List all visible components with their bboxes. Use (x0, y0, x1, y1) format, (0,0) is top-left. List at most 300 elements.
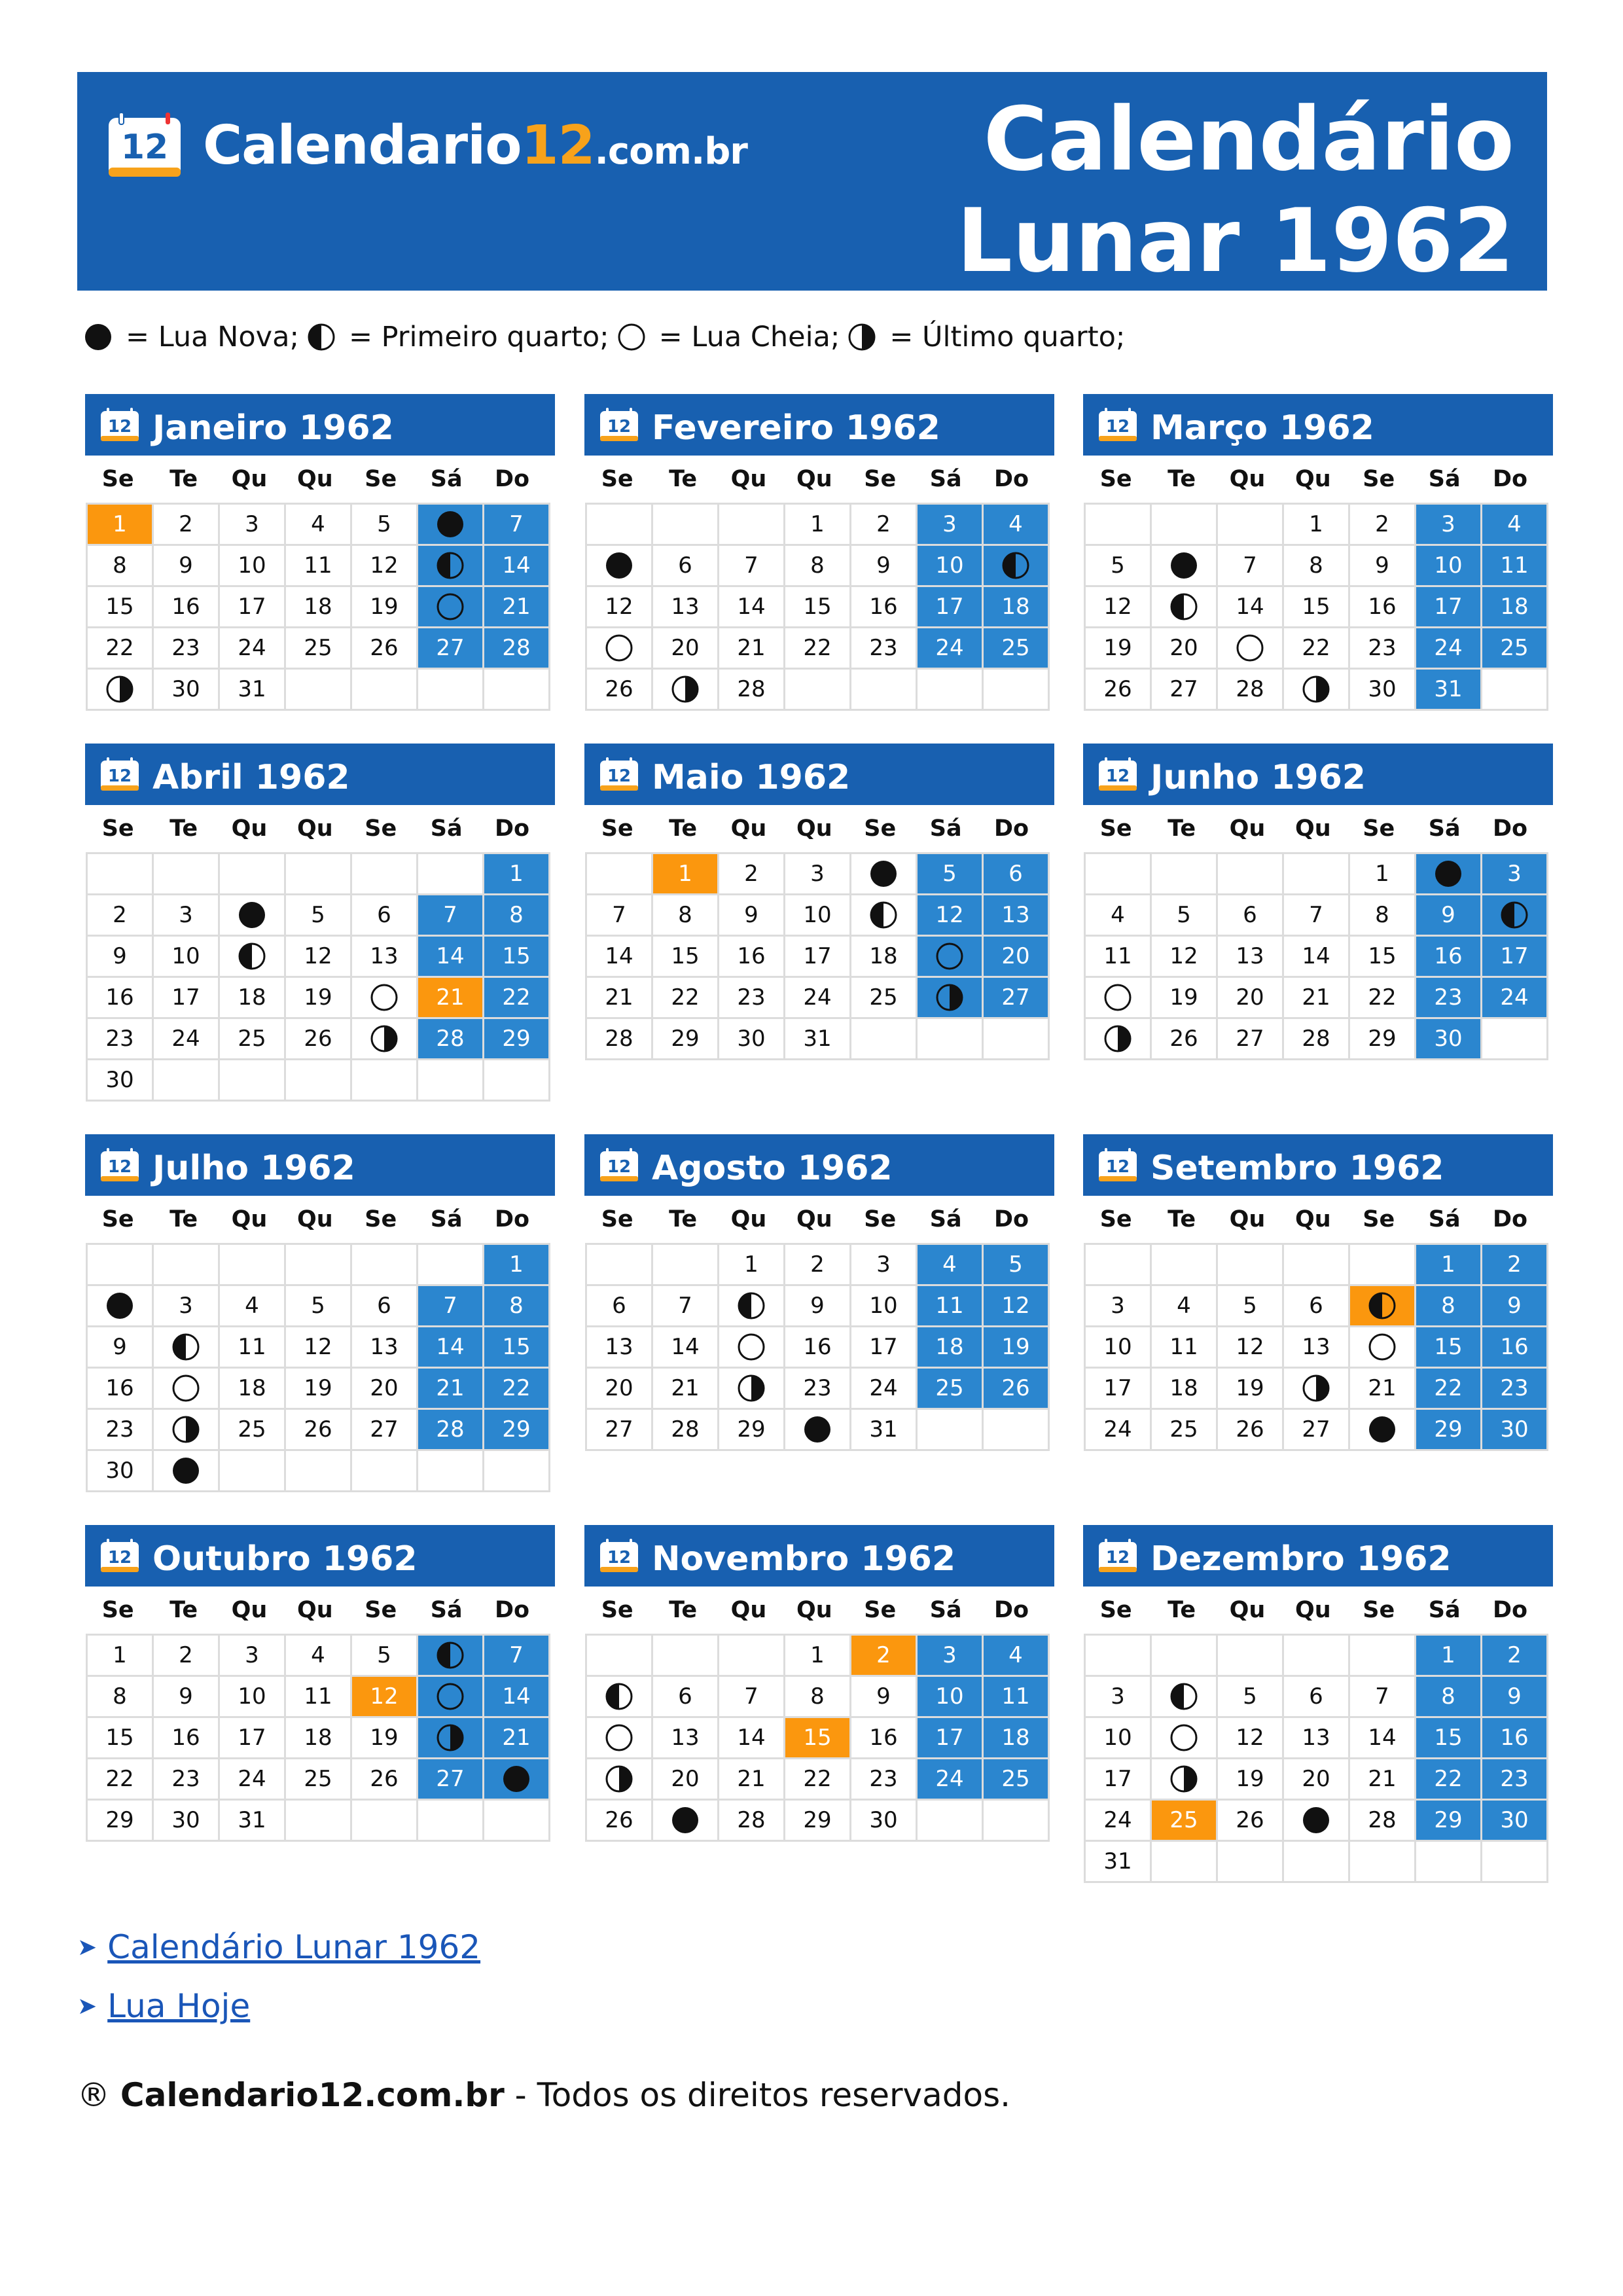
day-cell[interactable]: 12 (285, 1327, 351, 1368)
day-cell[interactable]: 1 (1416, 1635, 1482, 1676)
full-moon-icon[interactable] (586, 628, 652, 669)
day-cell[interactable]: 31 (219, 1800, 285, 1841)
day-cell[interactable]: 24 (917, 628, 983, 669)
day-cell[interactable]: 22 (87, 628, 153, 669)
day-cell[interactable]: 22 (1349, 977, 1416, 1018)
day-cell[interactable]: 5 (1217, 1285, 1283, 1327)
day-cell[interactable]: 14 (484, 1676, 550, 1717)
day-cell[interactable]: 3 (1416, 504, 1482, 545)
day-cell[interactable]: 9 (1482, 1676, 1548, 1717)
day-cell[interactable]: 3 (219, 1635, 285, 1676)
day-cell[interactable]: 8 (785, 1676, 851, 1717)
day-cell[interactable]: 19 (1217, 1759, 1283, 1800)
day-cell[interactable]: 9 (1482, 1285, 1548, 1327)
day-cell[interactable]: 28 (719, 1800, 785, 1841)
day-cell[interactable]: 29 (87, 1800, 153, 1841)
day-cell[interactable]: 16 (1482, 1717, 1548, 1759)
day-cell[interactable]: 1 (484, 1244, 550, 1285)
day-cell[interactable]: 10 (153, 936, 219, 977)
last-quarter-icon[interactable] (153, 1409, 219, 1450)
day-cell[interactable]: 13 (351, 936, 418, 977)
day-cell[interactable]: 8 (87, 545, 153, 586)
day-cell[interactable]: 4 (983, 1635, 1049, 1676)
day-cell[interactable]: 2 (719, 853, 785, 895)
last-quarter-icon[interactable] (917, 977, 983, 1018)
day-cell[interactable]: 14 (586, 936, 652, 977)
day-cell[interactable]: 17 (1085, 1759, 1151, 1800)
full-moon-icon[interactable] (351, 977, 418, 1018)
new-moon-icon[interactable] (484, 1759, 550, 1800)
day-cell[interactable]: 18 (917, 1327, 983, 1368)
day-cell[interactable]: 8 (484, 895, 550, 936)
day-cell[interactable]: 19 (285, 1368, 351, 1409)
day-cell[interactable]: 29 (484, 1409, 550, 1450)
day-cell[interactable]: 22 (785, 628, 851, 669)
day-cell[interactable]: 29 (1416, 1409, 1482, 1450)
full-moon-icon[interactable] (586, 1717, 652, 1759)
day-cell[interactable]: 1 (87, 1635, 153, 1676)
day-cell[interactable]: 29 (719, 1409, 785, 1450)
day-cell[interactable]: 3 (1085, 1676, 1151, 1717)
last-quarter-icon[interactable] (1283, 669, 1349, 710)
last-quarter-icon[interactable] (586, 1759, 652, 1800)
day-cell[interactable]: 7 (652, 1285, 719, 1327)
day-cell[interactable]: 26 (285, 1409, 351, 1450)
day-cell[interactable]: 7 (1349, 1676, 1416, 1717)
day-cell[interactable]: 30 (153, 1800, 219, 1841)
day-cell[interactable]: 9 (851, 545, 917, 586)
day-cell[interactable]: 30 (851, 1800, 917, 1841)
day-cell[interactable]: 21 (1349, 1368, 1416, 1409)
day-cell[interactable]: 4 (983, 504, 1049, 545)
day-cell[interactable]: 10 (851, 1285, 917, 1327)
day-cell[interactable]: 20 (1283, 1759, 1349, 1800)
full-moon-icon[interactable] (917, 936, 983, 977)
day-cell[interactable]: 4 (1482, 504, 1548, 545)
day-cell[interactable]: 19 (351, 586, 418, 628)
day-cell[interactable]: 9 (785, 1285, 851, 1327)
day-cell[interactable]: 20 (983, 936, 1049, 977)
day-cell[interactable]: 24 (1482, 977, 1548, 1018)
new-moon-icon[interactable] (1151, 545, 1217, 586)
day-cell[interactable]: 18 (983, 586, 1049, 628)
day-cell[interactable]: 29 (1349, 1018, 1416, 1060)
last-quarter-icon[interactable] (351, 1018, 418, 1060)
day-cell[interactable]: 2 (851, 504, 917, 545)
day-cell[interactable]: 30 (719, 1018, 785, 1060)
day-cell[interactable]: 15 (1416, 1327, 1482, 1368)
day-cell[interactable]: 24 (1416, 628, 1482, 669)
day-cell[interactable]: 28 (484, 628, 550, 669)
day-cell[interactable]: 28 (1349, 1800, 1416, 1841)
first-quarter-icon[interactable] (1482, 895, 1548, 936)
day-cell[interactable]: 16 (87, 1368, 153, 1409)
last-quarter-icon[interactable] (1151, 1759, 1217, 1800)
day-cell[interactable]: 11 (917, 1285, 983, 1327)
day-cell[interactable]: 3 (1085, 1285, 1151, 1327)
day-cell[interactable]: 27 (1151, 669, 1217, 710)
day-cell[interactable]: 2 (1482, 1635, 1548, 1676)
day-cell[interactable]: 5 (351, 504, 418, 545)
day-cell[interactable]: 9 (153, 1676, 219, 1717)
day-cell[interactable]: 11 (1482, 545, 1548, 586)
day-cell[interactable]: 25 (1482, 628, 1548, 669)
day-cell[interactable]: 19 (983, 1327, 1049, 1368)
day-cell[interactable]: 12 (983, 1285, 1049, 1327)
new-moon-icon[interactable] (87, 1285, 153, 1327)
day-cell[interactable]: 4 (285, 1635, 351, 1676)
day-cell[interactable]: 11 (1151, 1327, 1217, 1368)
day-cell[interactable]: 24 (219, 1759, 285, 1800)
day-cell[interactable]: 16 (785, 1327, 851, 1368)
day-cell[interactable]: 29 (785, 1800, 851, 1841)
day-cell[interactable]: 18 (983, 1717, 1049, 1759)
day-cell[interactable]: 21 (418, 1368, 484, 1409)
day-cell[interactable]: 3 (219, 504, 285, 545)
day-cell[interactable]: 3 (917, 1635, 983, 1676)
day-cell[interactable]: 23 (785, 1368, 851, 1409)
day-cell[interactable]: 18 (1151, 1368, 1217, 1409)
day-cell[interactable]: 12 (1217, 1717, 1283, 1759)
day-cell[interactable]: 25 (285, 628, 351, 669)
day-cell[interactable]: 11 (285, 545, 351, 586)
day-cell[interactable]: 23 (1482, 1759, 1548, 1800)
day-cell[interactable]: 21 (719, 628, 785, 669)
day-cell[interactable]: 6 (586, 1285, 652, 1327)
new-moon-icon[interactable] (1349, 1409, 1416, 1450)
day-cell[interactable]: 15 (785, 586, 851, 628)
day-cell[interactable]: 9 (1416, 895, 1482, 936)
last-quarter-icon[interactable] (87, 669, 153, 710)
day-cell[interactable]: 15 (652, 936, 719, 977)
day-cell[interactable]: 29 (652, 1018, 719, 1060)
day-cell[interactable]: 31 (1416, 669, 1482, 710)
full-moon-icon[interactable] (418, 1676, 484, 1717)
new-moon-icon[interactable] (1416, 853, 1482, 895)
day-cell[interactable]: 23 (719, 977, 785, 1018)
day-cell[interactable]: 2 (87, 895, 153, 936)
day-cell[interactable]: 5 (1085, 545, 1151, 586)
day-cell[interactable]: 29 (484, 1018, 550, 1060)
day-cell[interactable]: 9 (851, 1676, 917, 1717)
day-cell[interactable]: 9 (719, 895, 785, 936)
day-cell[interactable]: 1 (87, 504, 153, 545)
day-cell[interactable]: 22 (87, 1759, 153, 1800)
day-cell[interactable]: 31 (1085, 1841, 1151, 1882)
day-cell[interactable]: 10 (917, 545, 983, 586)
day-cell[interactable]: 30 (87, 1450, 153, 1492)
day-cell[interactable]: 22 (652, 977, 719, 1018)
site-logo[interactable] (106, 106, 747, 185)
full-moon-icon[interactable] (1349, 1327, 1416, 1368)
day-cell[interactable]: 16 (1349, 586, 1416, 628)
new-moon-icon[interactable] (1283, 1800, 1349, 1841)
day-cell[interactable]: 26 (1085, 669, 1151, 710)
day-cell[interactable]: 16 (153, 1717, 219, 1759)
day-cell[interactable]: 13 (652, 1717, 719, 1759)
day-cell[interactable]: 16 (719, 936, 785, 977)
day-cell[interactable]: 4 (1151, 1285, 1217, 1327)
day-cell[interactable]: 20 (652, 628, 719, 669)
day-cell[interactable]: 29 (1416, 1800, 1482, 1841)
day-cell[interactable]: 26 (983, 1368, 1049, 1409)
day-cell[interactable]: 8 (1416, 1285, 1482, 1327)
day-cell[interactable]: 25 (285, 1759, 351, 1800)
day-cell[interactable]: 6 (652, 545, 719, 586)
day-cell[interactable]: 8 (484, 1285, 550, 1327)
day-cell[interactable]: 14 (484, 545, 550, 586)
day-cell[interactable]: 25 (219, 1409, 285, 1450)
day-cell[interactable]: 21 (586, 977, 652, 1018)
day-cell[interactable]: 13 (1283, 1327, 1349, 1368)
day-cell[interactable]: 12 (1085, 586, 1151, 628)
day-cell[interactable]: 4 (917, 1244, 983, 1285)
first-quarter-icon[interactable] (219, 936, 285, 977)
day-cell[interactable]: 26 (1151, 1018, 1217, 1060)
day-cell[interactable]: 24 (851, 1368, 917, 1409)
day-cell[interactable]: 5 (983, 1244, 1049, 1285)
day-cell[interactable]: 5 (1151, 895, 1217, 936)
day-cell[interactable]: 27 (586, 1409, 652, 1450)
full-moon-icon[interactable] (418, 586, 484, 628)
day-cell[interactable]: 15 (1416, 1717, 1482, 1759)
day-cell[interactable]: 8 (1416, 1676, 1482, 1717)
day-cell[interactable]: 28 (652, 1409, 719, 1450)
day-cell[interactable]: 16 (153, 586, 219, 628)
first-quarter-icon[interactable] (851, 895, 917, 936)
day-cell[interactable]: 8 (1349, 895, 1416, 936)
day-cell[interactable]: 15 (1283, 586, 1349, 628)
new-moon-icon[interactable] (586, 545, 652, 586)
day-cell[interactable]: 23 (87, 1018, 153, 1060)
day-cell[interactable]: 13 (983, 895, 1049, 936)
day-cell[interactable]: 7 (418, 895, 484, 936)
day-cell[interactable]: 17 (917, 586, 983, 628)
day-cell[interactable]: 27 (1283, 1409, 1349, 1450)
day-cell[interactable]: 2 (1349, 504, 1416, 545)
link-moon-today[interactable]: Lua Hoje (107, 1987, 251, 2025)
day-cell[interactable]: 21 (719, 1759, 785, 1800)
day-cell[interactable]: 23 (153, 628, 219, 669)
day-cell[interactable]: 19 (1085, 628, 1151, 669)
first-quarter-icon[interactable] (418, 545, 484, 586)
day-cell[interactable]: 31 (219, 669, 285, 710)
day-cell[interactable]: 20 (1217, 977, 1283, 1018)
day-cell[interactable]: 25 (851, 977, 917, 1018)
day-cell[interactable]: 25 (219, 1018, 285, 1060)
day-cell[interactable]: 5 (1217, 1676, 1283, 1717)
day-cell[interactable]: 19 (1217, 1368, 1283, 1409)
new-moon-icon[interactable] (219, 895, 285, 936)
day-cell[interactable]: 1 (1283, 504, 1349, 545)
day-cell[interactable]: 3 (851, 1244, 917, 1285)
day-cell[interactable]: 11 (219, 1327, 285, 1368)
day-cell[interactable]: 17 (1416, 586, 1482, 628)
first-quarter-icon[interactable] (719, 1285, 785, 1327)
last-quarter-icon[interactable] (1283, 1368, 1349, 1409)
day-cell[interactable]: 12 (917, 895, 983, 936)
day-cell[interactable]: 25 (917, 1368, 983, 1409)
day-cell[interactable]: 22 (484, 977, 550, 1018)
day-cell[interactable]: 15 (87, 1717, 153, 1759)
day-cell[interactable]: 8 (785, 545, 851, 586)
day-cell[interactable]: 11 (1085, 936, 1151, 977)
day-cell[interactable]: 15 (484, 1327, 550, 1368)
day-cell[interactable]: 30 (1349, 669, 1416, 710)
day-cell[interactable]: 4 (285, 504, 351, 545)
day-cell[interactable]: 7 (484, 504, 550, 545)
day-cell[interactable]: 12 (1217, 1327, 1283, 1368)
day-cell[interactable]: 26 (586, 1800, 652, 1841)
day-cell[interactable]: 21 (1349, 1759, 1416, 1800)
day-cell[interactable]: 10 (917, 1676, 983, 1717)
full-moon-icon[interactable] (1151, 1717, 1217, 1759)
day-cell[interactable]: 3 (785, 853, 851, 895)
day-cell[interactable]: 21 (418, 977, 484, 1018)
day-cell[interactable]: 20 (586, 1368, 652, 1409)
day-cell[interactable]: 2 (153, 504, 219, 545)
last-quarter-icon[interactable] (418, 1717, 484, 1759)
day-cell[interactable]: 15 (87, 586, 153, 628)
day-cell[interactable]: 30 (1482, 1409, 1548, 1450)
day-cell[interactable]: 7 (484, 1635, 550, 1676)
day-cell[interactable]: 7 (719, 1676, 785, 1717)
day-cell[interactable]: 1 (484, 853, 550, 895)
day-cell[interactable]: 24 (917, 1759, 983, 1800)
day-cell[interactable]: 13 (1217, 936, 1283, 977)
day-cell[interactable]: 6 (351, 1285, 418, 1327)
day-cell[interactable]: 26 (285, 1018, 351, 1060)
day-cell[interactable]: 1 (785, 504, 851, 545)
day-cell[interactable]: 10 (1416, 545, 1482, 586)
day-cell[interactable]: 26 (586, 669, 652, 710)
day-cell[interactable]: 10 (219, 1676, 285, 1717)
day-cell[interactable]: 22 (1416, 1368, 1482, 1409)
day-cell[interactable]: 21 (484, 586, 550, 628)
day-cell[interactable]: 3 (153, 895, 219, 936)
day-cell[interactable]: 12 (351, 1676, 418, 1717)
day-cell[interactable]: 3 (917, 504, 983, 545)
day-cell[interactable]: 30 (87, 1060, 153, 1101)
day-cell[interactable]: 9 (87, 936, 153, 977)
day-cell[interactable]: 8 (652, 895, 719, 936)
day-cell[interactable]: 13 (351, 1327, 418, 1368)
day-cell[interactable]: 19 (285, 977, 351, 1018)
day-cell[interactable]: 17 (917, 1717, 983, 1759)
day-cell[interactable]: 16 (851, 586, 917, 628)
day-cell[interactable]: 5 (285, 895, 351, 936)
day-cell[interactable]: 18 (285, 1717, 351, 1759)
first-quarter-icon[interactable] (1349, 1285, 1416, 1327)
day-cell[interactable]: 27 (418, 628, 484, 669)
day-cell[interactable]: 22 (1283, 628, 1349, 669)
day-cell[interactable]: 23 (1349, 628, 1416, 669)
day-cell[interactable]: 7 (586, 895, 652, 936)
day-cell[interactable]: 24 (785, 977, 851, 1018)
day-cell[interactable]: 30 (153, 669, 219, 710)
day-cell[interactable]: 28 (1283, 1018, 1349, 1060)
day-cell[interactable]: 2 (851, 1635, 917, 1676)
day-cell[interactable]: 28 (586, 1018, 652, 1060)
day-cell[interactable]: 25 (983, 1759, 1049, 1800)
day-cell[interactable]: 9 (153, 545, 219, 586)
day-cell[interactable]: 31 (851, 1409, 917, 1450)
day-cell[interactable]: 21 (484, 1717, 550, 1759)
day-cell[interactable]: 26 (1217, 1409, 1283, 1450)
day-cell[interactable]: 14 (418, 1327, 484, 1368)
day-cell[interactable]: 16 (87, 977, 153, 1018)
new-moon-icon[interactable] (418, 504, 484, 545)
last-quarter-icon[interactable] (652, 669, 719, 710)
day-cell[interactable]: 10 (785, 895, 851, 936)
day-cell[interactable]: 7 (719, 545, 785, 586)
first-quarter-icon[interactable] (1151, 1676, 1217, 1717)
day-cell[interactable]: 24 (219, 628, 285, 669)
day-cell[interactable]: 24 (153, 1018, 219, 1060)
day-cell[interactable]: 1 (652, 853, 719, 895)
day-cell[interactable]: 14 (719, 1717, 785, 1759)
day-cell[interactable]: 18 (851, 936, 917, 977)
day-cell[interactable]: 22 (484, 1368, 550, 1409)
day-cell[interactable]: 20 (652, 1759, 719, 1800)
day-cell[interactable]: 27 (1217, 1018, 1283, 1060)
day-cell[interactable]: 28 (418, 1409, 484, 1450)
day-cell[interactable]: 15 (785, 1717, 851, 1759)
day-cell[interactable]: 1 (719, 1244, 785, 1285)
day-cell[interactable]: 17 (219, 1717, 285, 1759)
day-cell[interactable]: 12 (1151, 936, 1217, 977)
day-cell[interactable]: 14 (1349, 1717, 1416, 1759)
first-quarter-icon[interactable] (153, 1327, 219, 1368)
day-cell[interactable]: 15 (1349, 936, 1416, 977)
last-quarter-icon[interactable] (719, 1368, 785, 1409)
day-cell[interactable]: 11 (285, 1676, 351, 1717)
day-cell[interactable]: 2 (1482, 1244, 1548, 1285)
first-quarter-icon[interactable] (1151, 586, 1217, 628)
full-moon-icon[interactable] (1217, 628, 1283, 669)
day-cell[interactable]: 8 (1283, 545, 1349, 586)
day-cell[interactable]: 23 (851, 628, 917, 669)
day-cell[interactable]: 19 (1151, 977, 1217, 1018)
day-cell[interactable]: 5 (285, 1285, 351, 1327)
day-cell[interactable]: 20 (351, 1368, 418, 1409)
day-cell[interactable]: 26 (1217, 1800, 1283, 1841)
day-cell[interactable]: 27 (351, 1409, 418, 1450)
day-cell[interactable]: 13 (1283, 1717, 1349, 1759)
full-moon-icon[interactable] (153, 1368, 219, 1409)
day-cell[interactable]: 9 (1349, 545, 1416, 586)
day-cell[interactable]: 18 (1482, 586, 1548, 628)
new-moon-icon[interactable] (851, 853, 917, 895)
day-cell[interactable]: 9 (87, 1327, 153, 1368)
link-lunar-calendar[interactable]: Calendário Lunar 1962 (107, 1928, 481, 1966)
day-cell[interactable]: 18 (285, 586, 351, 628)
day-cell[interactable]: 6 (652, 1676, 719, 1717)
day-cell[interactable]: 17 (1482, 936, 1548, 977)
full-moon-icon[interactable] (719, 1327, 785, 1368)
day-cell[interactable]: 24 (1085, 1409, 1151, 1450)
day-cell[interactable]: 19 (351, 1717, 418, 1759)
day-cell[interactable]: 6 (1283, 1676, 1349, 1717)
day-cell[interactable]: 27 (983, 977, 1049, 1018)
day-cell[interactable]: 6 (983, 853, 1049, 895)
day-cell[interactable]: 4 (219, 1285, 285, 1327)
day-cell[interactable]: 17 (851, 1327, 917, 1368)
day-cell[interactable]: 18 (219, 1368, 285, 1409)
day-cell[interactable]: 30 (1482, 1800, 1548, 1841)
day-cell[interactable]: 5 (917, 853, 983, 895)
day-cell[interactable]: 23 (851, 1759, 917, 1800)
